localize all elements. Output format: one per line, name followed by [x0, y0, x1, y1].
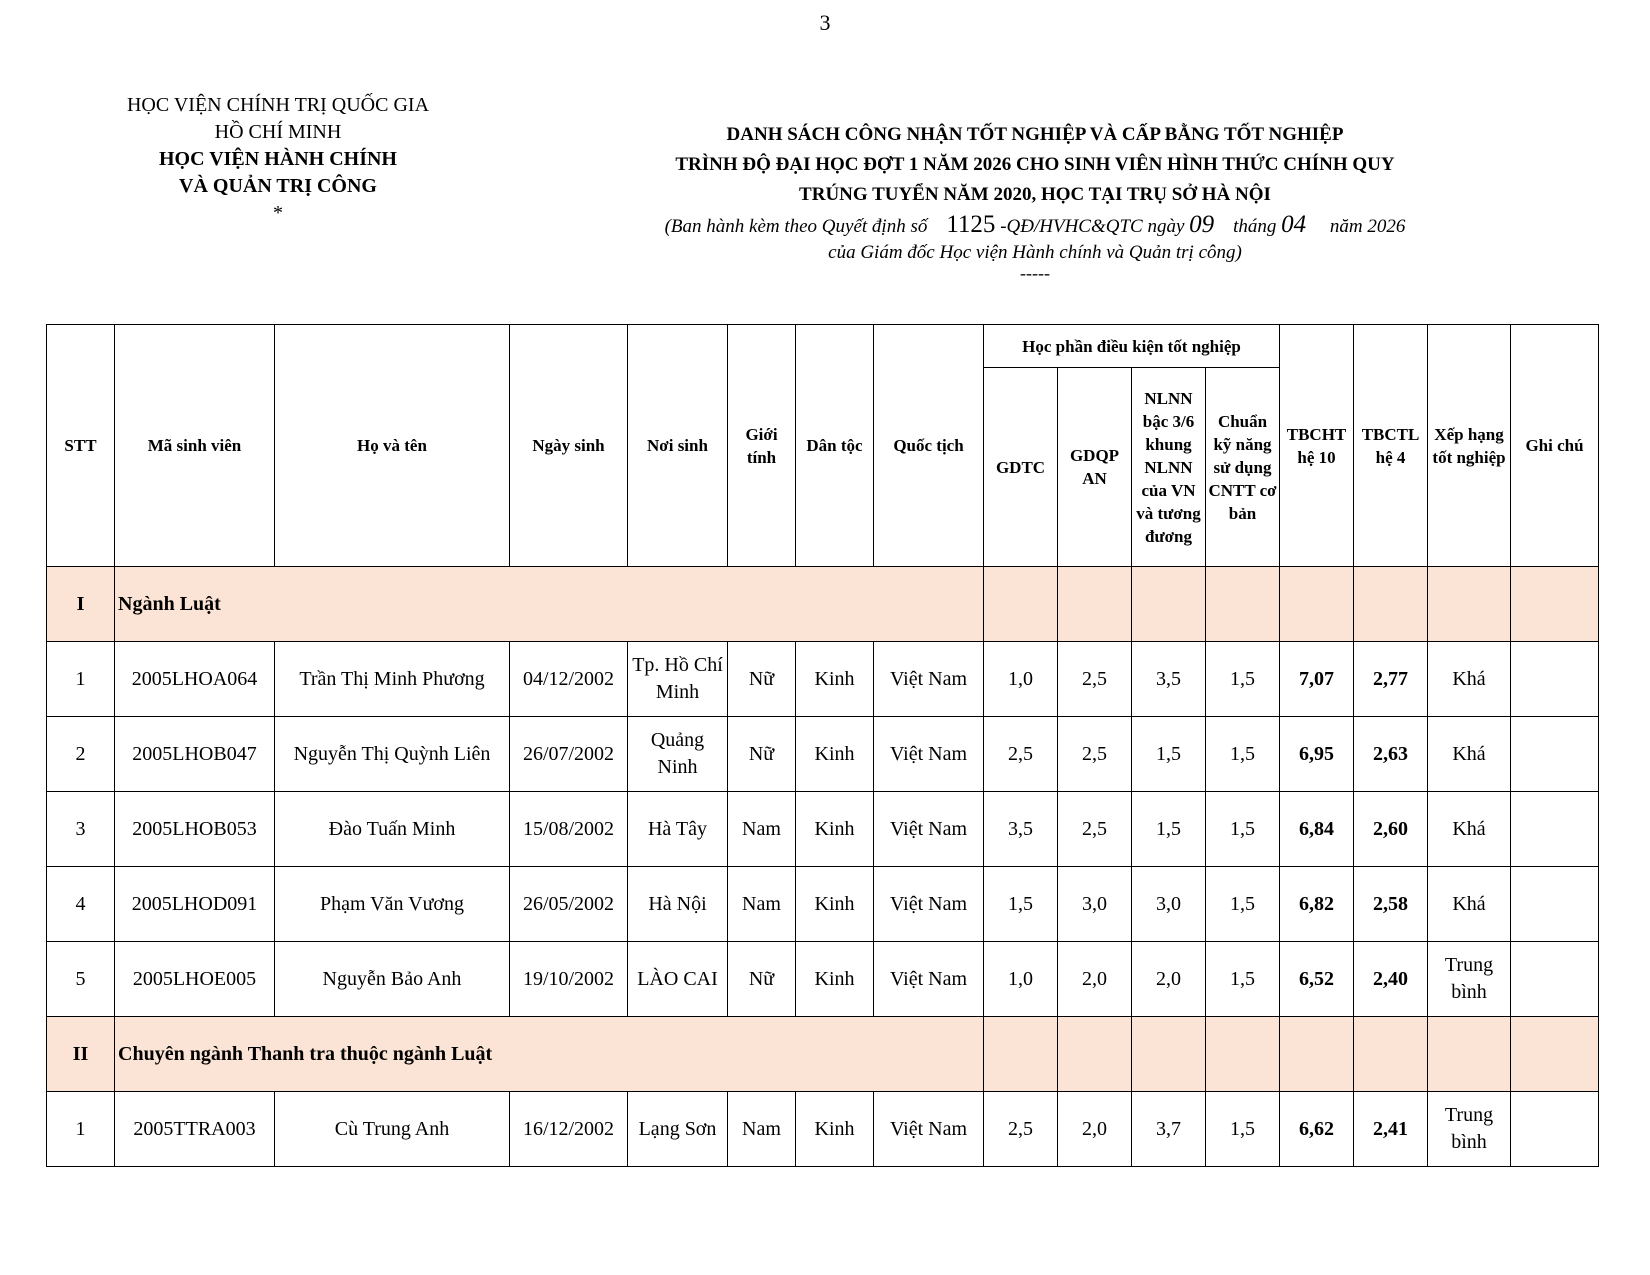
gdqp-cell: 3,0 [1058, 867, 1132, 942]
full-name-cell: Đào Tuấn Minh [275, 792, 510, 867]
gdtc-cell: 1,5 [984, 867, 1058, 942]
ethnicity-cell: Kinh [796, 792, 874, 867]
header-nlnn: NLNN bậc 3/6 khung NLNN của VN và tương đương [1132, 368, 1206, 567]
note-cell [1511, 1092, 1599, 1167]
tbctl-cell: 2,58 [1354, 867, 1428, 942]
full-name-cell: Phạm Văn Vương [275, 867, 510, 942]
tbcht-cell: 6,62 [1280, 1092, 1354, 1167]
birthplace-cell: Hà Nội [628, 867, 728, 942]
cntt-cell: 1,5 [1206, 717, 1280, 792]
note-cell [1511, 642, 1599, 717]
heading-line-2: TRÌNH ĐỘ ĐẠI HỌC ĐỢT 1 NĂM 2026 CHO SINH VIÊN HÌNH THỨC CHÍNH QUY [675, 154, 1395, 175]
section-empty-cell [1511, 567, 1599, 642]
full-name-cell: Nguyễn Bảo Anh [275, 942, 510, 1017]
month-label: tháng [1233, 216, 1277, 237]
birthplace-cell: LÀO CAI [628, 942, 728, 1017]
nlnn-cell: 3,0 [1132, 867, 1206, 942]
section-empty-cell [1132, 1017, 1206, 1092]
year-label: năm 2026 [1329, 216, 1406, 237]
tbctl-cell: 2,40 [1354, 942, 1428, 1017]
birthplace-cell: Lạng Sơn [628, 1092, 728, 1167]
table-row [47, 867, 1599, 942]
section-empty-cell [1206, 567, 1280, 642]
header-nationality: Quốc tịch [874, 325, 984, 567]
header-full-name: Họ và tên [275, 325, 510, 567]
rank-cell: Khá [1428, 867, 1511, 942]
note-cell [1511, 942, 1599, 1017]
section-title: Ngành Luật [115, 567, 984, 642]
ethnicity-cell: Kinh [796, 867, 874, 942]
ethnicity-cell: Kinh [796, 1092, 874, 1167]
ethnicity-cell: Kinh [796, 717, 874, 792]
header-note: Ghi chú [1511, 325, 1599, 567]
tbctl-cell: 2,60 [1354, 792, 1428, 867]
header-tbctl: TBCTL hệ 4 [1354, 325, 1428, 567]
nationality-cell: Việt Nam [874, 717, 984, 792]
full-name-cell: Nguyễn Thị Quỳnh Liên [275, 717, 510, 792]
student-id-cell: 2005LHOB053 [115, 792, 275, 867]
dob-cell: 19/10/2002 [510, 942, 628, 1017]
rank-cell: Khá [1428, 642, 1511, 717]
stt-cell: 2 [47, 717, 115, 792]
document-heading [600, 120, 1470, 282]
decision-month: 04 [1281, 211, 1307, 238]
section-empty-cell [1511, 1017, 1599, 1092]
org-line-1: HỌC VIỆN CHÍNH TRỊ QUỐC GIA [126, 94, 430, 116]
nlnn-cell: 3,7 [1132, 1092, 1206, 1167]
graduation-table [46, 324, 1599, 1167]
gender-cell: Nam [728, 867, 796, 942]
page-number: 3 [819, 10, 831, 35]
stt-cell: 1 [47, 642, 115, 717]
section-empty-cell [1280, 567, 1354, 642]
birthplace-cell: Hà Tây [628, 792, 728, 867]
tbctl-cell: 2,63 [1354, 717, 1428, 792]
birthplace-cell: Tp. Hồ Chí Minh [628, 642, 728, 717]
gender-cell: Nữ [728, 717, 796, 792]
rank-cell: Trung bình [1428, 1092, 1511, 1167]
gdqp-cell: 2,5 [1058, 792, 1132, 867]
rank-cell: Trung bình [1428, 942, 1511, 1017]
ethnicity-cell: Kinh [796, 642, 874, 717]
nationality-cell: Việt Nam [874, 642, 984, 717]
gdtc-cell: 2,5 [984, 717, 1058, 792]
tbcht-cell: 7,07 [1280, 642, 1354, 717]
birthplace-cell: Quảng Ninh [628, 717, 728, 792]
organization-block [88, 92, 468, 227]
section-code: I [47, 567, 115, 642]
table-row [47, 792, 1599, 867]
heading-line-1: DANH SÁCH CÔNG NHẬN TỐT NGHIỆP VÀ CẤP BẰNG TỐT NGHIỆP [726, 124, 1344, 145]
gdtc-cell: 1,0 [984, 942, 1058, 1017]
gdtc-cell: 2,5 [984, 1092, 1058, 1167]
section-empty-cell [1132, 567, 1206, 642]
gdqp-cell: 2,0 [1058, 942, 1132, 1017]
table-row [47, 717, 1599, 792]
heading-line-3: TRÚNG TUYỂN NĂM 2020, HỌC TẠI TRỤ SỞ HÀ NỘI [799, 184, 1271, 205]
cntt-cell: 1,5 [1206, 792, 1280, 867]
section-row [47, 1017, 1599, 1092]
nlnn-cell: 3,5 [1132, 642, 1206, 717]
issuer-line: của Giám đốc Học viện Hành chính và Quản trị công) [828, 242, 1242, 263]
header-conditions-group: Học phần điều kiện tốt nghiệp [984, 325, 1280, 368]
org-line-4: VÀ QUẢN TRỊ CÔNG [179, 175, 377, 197]
tbctl-cell: 2,77 [1354, 642, 1428, 717]
cntt-cell: 1,5 [1206, 1092, 1280, 1167]
section-empty-cell [1058, 567, 1132, 642]
nlnn-cell: 1,5 [1132, 717, 1206, 792]
table-row [47, 642, 1599, 717]
table-row [47, 1092, 1599, 1167]
header-ethnicity: Dân tộc [796, 325, 874, 567]
stt-cell: 3 [47, 792, 115, 867]
table-body [47, 567, 1599, 1167]
note-cell [1511, 717, 1599, 792]
section-empty-cell [1206, 1017, 1280, 1092]
gender-cell: Nam [728, 792, 796, 867]
note-cell [1511, 792, 1599, 867]
nationality-cell: Việt Nam [874, 942, 984, 1017]
dob-cell: 26/05/2002 [510, 867, 628, 942]
stt-cell: 1 [47, 1092, 115, 1167]
section-empty-cell [984, 567, 1058, 642]
cntt-cell: 1,5 [1206, 942, 1280, 1017]
gender-cell: Nam [728, 1092, 796, 1167]
nlnn-cell: 1,5 [1132, 792, 1206, 867]
tbcht-cell: 6,52 [1280, 942, 1354, 1017]
decision-line [600, 210, 1470, 242]
table-row [47, 942, 1599, 1017]
header-row-1 [47, 325, 1599, 368]
header-tbcht: TBCHT hệ 10 [1280, 325, 1354, 567]
header-gdqp: GDQP AN [1058, 368, 1132, 567]
nationality-cell: Việt Nam [874, 792, 984, 867]
student-id-cell: 2005LHOD091 [115, 867, 275, 942]
gdqp-cell: 2,0 [1058, 1092, 1132, 1167]
decision-prefix: (Ban hành kèm theo Quyết định số [664, 216, 928, 237]
full-name-cell: Cù Trung Anh [275, 1092, 510, 1167]
student-id-cell: 2005LHOE005 [115, 942, 275, 1017]
nationality-cell: Việt Nam [874, 1092, 984, 1167]
dob-cell: 16/12/2002 [510, 1092, 628, 1167]
gdqp-cell: 2,5 [1058, 717, 1132, 792]
section-title: Chuyên ngành Thanh tra thuộc ngành Luật [115, 1017, 984, 1092]
tbcht-cell: 6,95 [1280, 717, 1354, 792]
section-empty-cell [1354, 567, 1428, 642]
org-line-2: HỒ CHÍ MINH [214, 121, 342, 143]
stt-cell: 4 [47, 867, 115, 942]
tbcht-cell: 6,84 [1280, 792, 1354, 867]
section-empty-cell [984, 1017, 1058, 1092]
gdtc-cell: 1,0 [984, 642, 1058, 717]
student-id-cell: 2005LHOA064 [115, 642, 275, 717]
separator: ----- [1020, 263, 1050, 283]
cntt-cell: 1,5 [1206, 642, 1280, 717]
header-cntt: Chuẩn kỹ năng sử dụng CNTT cơ bản [1206, 368, 1280, 567]
section-code: II [47, 1017, 115, 1092]
stt-cell: 5 [47, 942, 115, 1017]
header-gdtc: GDTC [984, 368, 1058, 567]
section-empty-cell [1428, 567, 1511, 642]
ethnicity-cell: Kinh [796, 942, 874, 1017]
header-stt: STT [47, 325, 115, 567]
student-id-cell: 2005LHOB047 [115, 717, 275, 792]
nlnn-cell: 2,0 [1132, 942, 1206, 1017]
full-name-cell: Trần Thị Minh Phương [275, 642, 510, 717]
header-dob: Ngày sinh [510, 325, 628, 567]
section-empty-cell [1428, 1017, 1511, 1092]
dob-cell: 04/12/2002 [510, 642, 628, 717]
dob-cell: 26/07/2002 [510, 717, 628, 792]
gdqp-cell: 2,5 [1058, 642, 1132, 717]
section-empty-cell [1354, 1017, 1428, 1092]
rank-cell: Khá [1428, 717, 1511, 792]
decision-day: 09 [1189, 211, 1215, 238]
rank-cell: Khá [1428, 792, 1511, 867]
note-cell [1511, 867, 1599, 942]
header-rank: Xếp hạng tốt nghiệp [1428, 325, 1511, 567]
tbctl-cell: 2,41 [1354, 1092, 1428, 1167]
org-line-3: HỌC VIỆN HÀNH CHÍNH [159, 148, 397, 170]
decision-code: -QĐ/HVHC&QTC ngày [1000, 216, 1185, 237]
decision-number: 1125 [946, 211, 996, 238]
section-row [47, 567, 1599, 642]
cntt-cell: 1,5 [1206, 867, 1280, 942]
gender-cell: Nữ [728, 942, 796, 1017]
header-birthplace: Nơi sinh [628, 325, 728, 567]
dob-cell: 15/08/2002 [510, 792, 628, 867]
org-star: * [273, 202, 283, 224]
gdtc-cell: 3,5 [984, 792, 1058, 867]
student-id-cell: 2005TTRA003 [115, 1092, 275, 1167]
header-gender: Giới tính [728, 325, 796, 567]
section-empty-cell [1058, 1017, 1132, 1092]
nationality-cell: Việt Nam [874, 867, 984, 942]
section-empty-cell [1280, 1017, 1354, 1092]
tbcht-cell: 6,82 [1280, 867, 1354, 942]
header-student-id: Mã sinh viên [115, 325, 275, 567]
gender-cell: Nữ [728, 642, 796, 717]
